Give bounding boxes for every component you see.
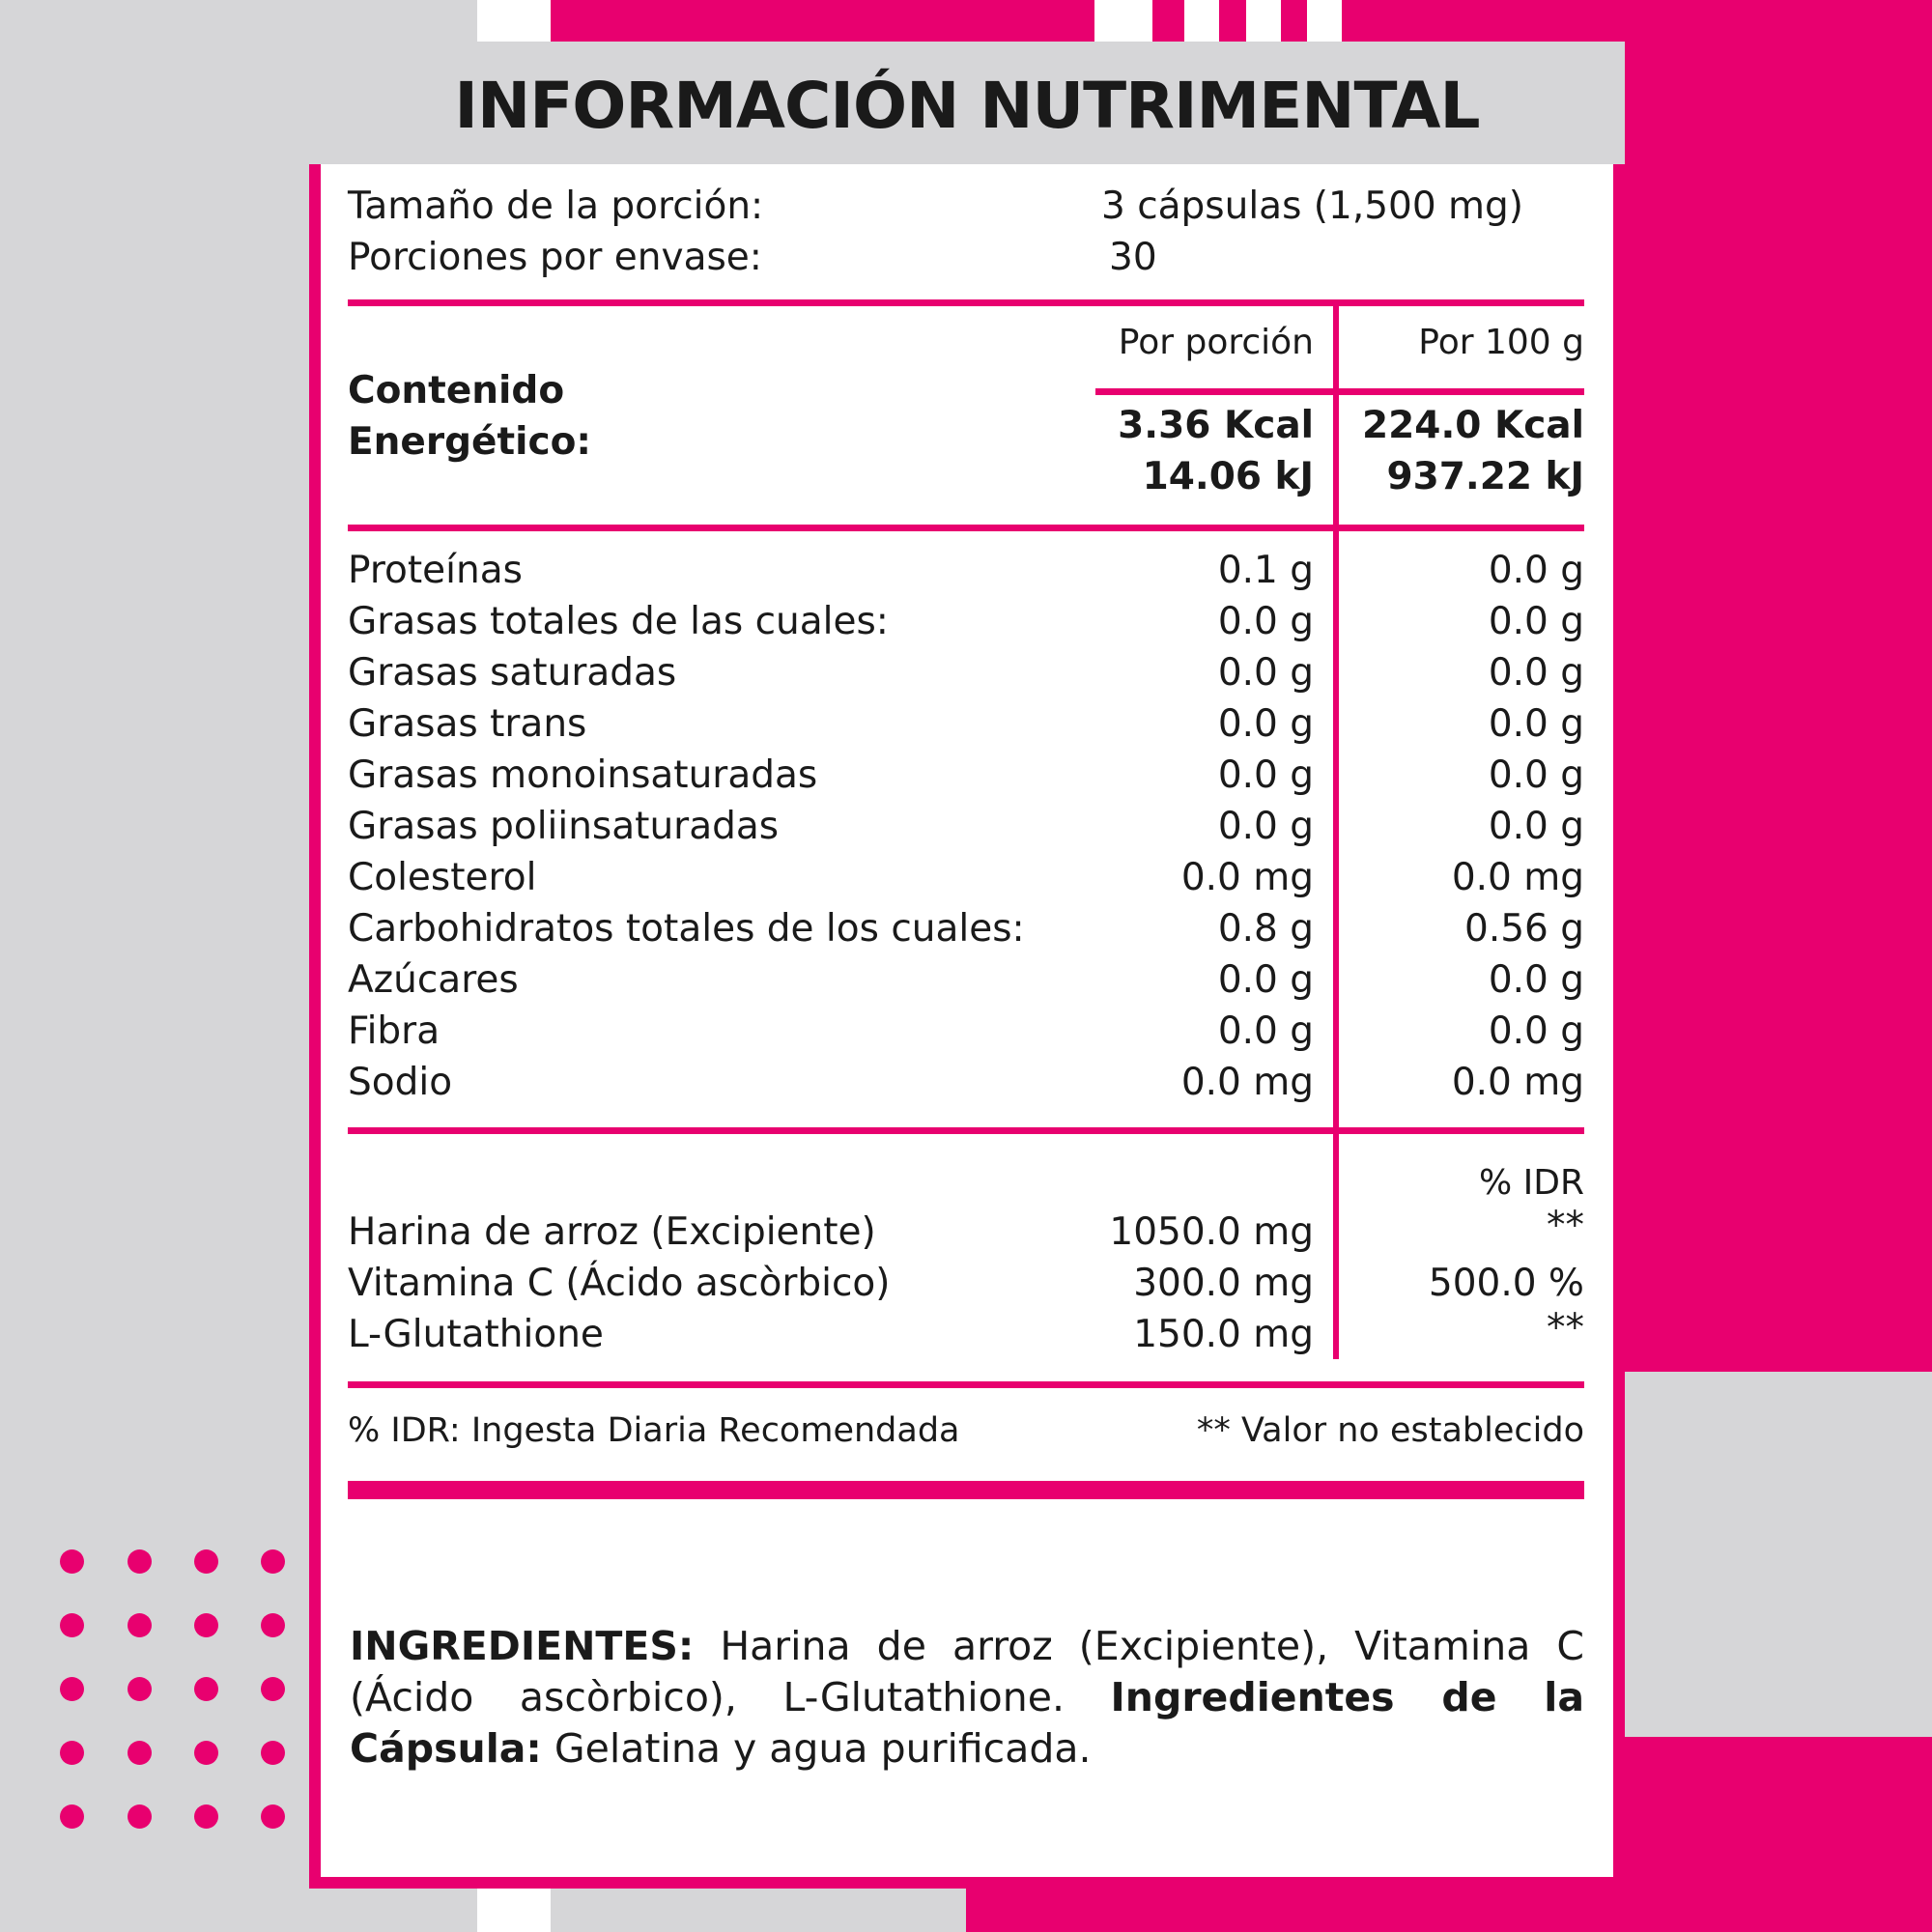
dot (60, 1549, 84, 1574)
divider (348, 1127, 1584, 1134)
ingredients-label: INGREDIENTES: (350, 1623, 695, 1669)
nutrient-name: Grasas saturadas (348, 651, 677, 695)
active-amount: 150.0 mg (1133, 1313, 1314, 1356)
divider (348, 299, 1584, 306)
nutrient-name: Grasas totales de las cuales: (348, 600, 889, 643)
ingredients-text (350, 1621, 1584, 1775)
active-ingredient (348, 1309, 604, 1360)
nutrient-serving: 0.0 mg (1180, 856, 1314, 899)
bg-white-stripe (1307, 0, 1342, 42)
dot (261, 1741, 285, 1765)
nutrient-per100: 0.0 g (1488, 651, 1584, 695)
serving-size-value: 3 cápsulas (1,500 mg) (1101, 185, 1524, 228)
dot (194, 1804, 218, 1829)
energy-label: Energético: (348, 420, 591, 464)
bg-grey-block-right (1625, 1372, 1932, 1737)
divider (348, 525, 1584, 531)
nutrient-name: Carbohidratos totales de los cuales: (348, 907, 1025, 951)
nutrient-per100: 0.0 g (1488, 600, 1584, 643)
active-amount: 1050.0 mg (1109, 1210, 1314, 1254)
ingredients-list: Harina de arroz (Excipiente), Vitamina C (Ácido ascòrbico), L-Glutathione. (350, 1623, 1584, 1720)
nutrient-per100: 0.0 g (1488, 549, 1584, 592)
footnote-not-established: ** Valor no establecido (1196, 1411, 1584, 1450)
nutrient-per100: 0.0 g (1488, 702, 1584, 746)
nutrient-name: Sodio (348, 1061, 453, 1104)
active-name: L-Glutathione (348, 1313, 604, 1356)
dot (261, 1804, 285, 1829)
bg-white-stripe (1094, 0, 1152, 42)
bg-white-stripe (477, 1889, 551, 1932)
footnote-idr: % IDR: Ingesta Diaria Recomendada (348, 1411, 960, 1450)
nutrient-serving: 0.0 g (1217, 1009, 1314, 1053)
dot (194, 1549, 218, 1574)
thick-divider (348, 1481, 1584, 1499)
dot (60, 1677, 84, 1701)
active-note: (Ácido ascòrbico) (565, 1262, 891, 1305)
active-idr: ** (1547, 1204, 1584, 1247)
capsule-ingredients-list: Gelatina y agua purificada. (541, 1725, 1092, 1772)
servings-per-container-label: Porciones por envase: (348, 236, 762, 279)
nutrient-per100: 0.0 mg (1451, 856, 1584, 899)
energy-per100-kj: 937.22 kJ (1386, 455, 1584, 498)
column-header-per-100g: Por 100 g (1418, 323, 1584, 362)
nutrient-per100: 0.56 g (1464, 907, 1584, 951)
nutrient-name: Grasas poliinsaturadas (348, 805, 780, 848)
column-divider (1333, 306, 1339, 1359)
nutrient-per100: 0.0 g (1488, 753, 1584, 797)
active-ingredient (348, 1207, 876, 1258)
nutrient-name: Grasas monoinsaturadas (348, 753, 818, 797)
active-amount: 300.0 mg (1133, 1262, 1314, 1305)
dot (60, 1741, 84, 1765)
column-header-per-serving: Por porción (1118, 323, 1314, 362)
nutrient-name: Colesterol (348, 856, 537, 899)
bg-white-stripe (1246, 0, 1281, 42)
dot (194, 1613, 218, 1637)
active-name: Harina de arroz (348, 1210, 639, 1254)
nutrient-name: Proteínas (348, 549, 523, 592)
active-name: Vitamina C (348, 1262, 554, 1305)
serving-size-label: Tamaño de la porción: (348, 185, 764, 228)
dot (128, 1613, 152, 1637)
nutrient-name: Fibra (348, 1009, 440, 1053)
dot (60, 1804, 84, 1829)
dot (128, 1804, 152, 1829)
bg-white-stripe (1184, 0, 1219, 42)
nutrient-name: Azúcares (348, 958, 519, 1002)
servings-per-container-value: 30 (1109, 236, 1157, 279)
dot (261, 1549, 285, 1574)
dot (261, 1613, 285, 1637)
active-idr: 500.0 % (1428, 1262, 1584, 1305)
nutrient-per100: 0.0 g (1488, 805, 1584, 848)
active-ingredient (348, 1258, 891, 1309)
nutrient-serving: 0.0 g (1217, 753, 1314, 797)
capsule-ingredients-label: Ingredientes de la Cápsula: (350, 1674, 1584, 1772)
nutrient-name: Grasas trans (348, 702, 587, 746)
nutrient-serving: 0.0 g (1217, 958, 1314, 1002)
nutrient-per100: 0.0 mg (1451, 1061, 1584, 1104)
energy-label: Contenido (348, 369, 565, 412)
nutrient-serving: 0.0 g (1217, 600, 1314, 643)
nutrient-serving: 0.0 mg (1180, 1061, 1314, 1104)
idr-header: % IDR (1478, 1163, 1584, 1203)
nutrient-serving: 0.0 g (1217, 805, 1314, 848)
energy-serving-kj: 14.06 kJ (1142, 455, 1314, 498)
dot (194, 1677, 218, 1701)
dot (128, 1677, 152, 1701)
nutrient-serving: 0.8 g (1217, 907, 1314, 951)
dot (128, 1549, 152, 1574)
energy-serving-kcal: 3.36 Kcal (1118, 404, 1314, 447)
dot (261, 1677, 285, 1701)
nutrient-per100: 0.0 g (1488, 958, 1584, 1002)
nutrient-serving: 0.1 g (1217, 549, 1314, 592)
energy-per100-kcal: 224.0 Kcal (1362, 404, 1584, 447)
dot (60, 1613, 84, 1637)
nutrient-serving: 0.0 g (1217, 651, 1314, 695)
dot (194, 1741, 218, 1765)
active-idr: ** (1547, 1306, 1584, 1350)
bg-white-stripe (477, 0, 551, 42)
active-note: (Excipiente) (650, 1210, 876, 1254)
label-title: INFORMACIÓN NUTRIMENTAL (454, 69, 1480, 143)
nutrient-serving: 0.0 g (1217, 702, 1314, 746)
nutrient-per100: 0.0 g (1488, 1009, 1584, 1053)
dot (128, 1741, 152, 1765)
divider (348, 1381, 1584, 1388)
divider (1095, 388, 1584, 395)
